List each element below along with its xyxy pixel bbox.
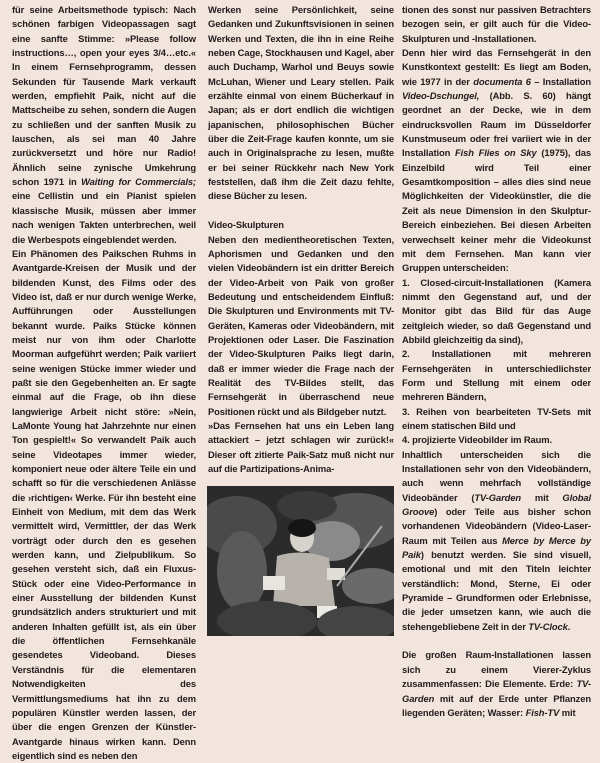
paragraph bbox=[402, 648, 591, 720]
text-column-left bbox=[12, 3, 196, 763]
italic-title: TV-Garden bbox=[474, 491, 522, 503]
paragraph: tionen des sonst nur passiven Betrachters bezogen sein, er gilt auch für die Video-Skulpturen und -Installationen. bbox=[402, 4, 591, 44]
italic-title: Video-Dschungel, bbox=[402, 90, 480, 102]
text-run: mit bbox=[521, 491, 563, 503]
paragraph bbox=[402, 448, 591, 634]
text-run: ) benutzt werden. Sie sind visuell, emotional und mit den Titeln leichter verständlich: Mond, Sterne, Ei oder Pyramide – Grundformen oder Erlebnisse, die jeder umsetzen kann, wie auch die stehengebliebene Zeit in der bbox=[402, 549, 591, 632]
text-run: Die großen Raum-Installationen lassen sich zu einem Vierer-Zyklus zusammenfassen: Die Elemente. Erde: bbox=[402, 649, 591, 690]
text-column-right bbox=[402, 3, 591, 720]
text-column-middle bbox=[208, 3, 394, 636]
italic-title: Waiting for Commercials; bbox=[81, 176, 196, 188]
text-run: (Abb. S. 60) hängt geordnet an der Decke, wie in dem eindrucksvollen Raum im Düsseldorfer Kunstmuseum oder frei variiert wie in der Installation bbox=[402, 90, 591, 159]
italic-title: TV-Clock bbox=[528, 620, 568, 632]
italic-title: Merce by Merce by Paik bbox=[402, 534, 591, 561]
italic-title: Global Groove bbox=[402, 491, 591, 518]
text-run: mit auf der Erde unter Pflanzen liegenden Geräten; Wasser: bbox=[402, 692, 591, 718]
italic-title: Fish-TV bbox=[525, 706, 560, 718]
text-run: – Installation bbox=[530, 75, 591, 87]
paragraph: Neben den medientheoretischen Texten, Aphorismen und Gedanken und den vielen Videobändern ist ein dritter Bereich der Video-Arbeit von Paik von großer Bedeutung und entscheidendem Einfluß: Die Skulpturen und Environments mit TV-Geräten, Kameras oder Videobändern, mit Projektionen oder Laser. Die Faszination der Video-Skulpturen Paiks liegt darin, daß er immer wieder die Frage nach der Realität des TV-Bildes stellt, das Fernsehgerät in überraschend neue Positionen rückt und als Bildgeber nutzt. bbox=[208, 233, 394, 417]
text-run: Inhaltlich unterscheiden sich die Installationen sehr von den Videobändern, auch wenn mehrfach vollständige Videobänder ( bbox=[402, 448, 591, 503]
italic-title: TV-Garden bbox=[402, 678, 591, 704]
text-run: für seine Arbeitsmethode typisch: Nach schönen farbigen Videopassagen sagt eine sanfte Stimme: »Please follow instructions…, open your eyes 3/4…etc.« In einem Fernsehprogramm, dessen Sekunden für Tausende Mark verkauft werden, empfiehlt Paik, nicht auf die Mattscheibe zu sehen, sondern die Augen zu schließen und der sanften Musik zu lauschen, als sei man 40 Jahre zurückversetzt und höre nur Radio! Ähnlich seine zynische Umkehrung schon 1971 in bbox=[12, 4, 196, 188]
list-item: 4. projizierte Videobilder im Raum. bbox=[402, 434, 553, 446]
paragraph: »Das Fernsehen hat uns ein Leben lang attackiert – jetzt schlagen wir zurück!« Dieser oft zitierte Paik-Satz muß nicht nur auf die Partizipations-Anima- bbox=[208, 419, 394, 474]
text-run: mit bbox=[559, 706, 576, 718]
list-item: 1. Closed-circuit-Installationen (Kamera nimmt den Gegenstand auf, und der Monitor gibt das Bild für das Auge zeitgleich wieder, so daß Gegenstand und Abbild gleichzeitig da sind), bbox=[402, 276, 591, 345]
jungle-photo-image bbox=[207, 486, 394, 636]
section-heading: Video-Skulpturen bbox=[208, 219, 284, 231]
text-run: (1975), das Einzelbild wird Teil einer Gesamtkomposition – alles dies sind neue Möglichkeiten der Videokünstler, die die Zeit als neue Dimension in den Skulptur-Bereich einbeziehen. Bei diesen Arbeiten verwechselt keiner mehr die Videokunst mit dem Fernsehen. Man kann vier Gruppen unterscheiden: bbox=[402, 147, 591, 274]
list-item: 2. Installationen mit mehreren Fernsehgeräten in unterschiedlichster Form und Stellung mit einem oder mehreren Bändern, bbox=[402, 348, 591, 403]
text-run: Denn hier wird das Fernsehgerät in den Kunstkontext gestellt: Es liegt am Boden, wie 1977 in der bbox=[402, 47, 591, 87]
paragraph: Werken seine Persönlichkeit, seine Gedanken und Zukunftsvisionen in seinen Werken und Texten, die ihn in eine Reihe neben Cage, Stockhausen und Kagel, aber auch Duchamp, Warhol und Beuys sowie McLuhan, Wiener und Leary stellen. Paik erzählte einmal von einem Bücherkauf in Japan; als er dort endlich die wichtigen japanischen, philosophischen Bücher über die Zeit-Frage kaufen konnte, um sie auch in Originalsprache zu lesen, mußte er bei seiner Rückkehr nach New York feststellen, daß ihm die Zeit dazu fehlte, diese Bücher zu lesen. bbox=[208, 4, 394, 202]
paragraph: Ein Phänomen des Paikschen Ruhms in Avantgarde-Kreisen der Musik und der bildenden Kunst, des Films oder des Video ist, daß er nur durch wenige Werke, Aufführungen oder Ausstellungen bekannt wurde. Paiks Stücke können meist nur von ihm oder Charlotte Moorman aufgeführt werden; Paik variiert seine wenigen Stücke immer wieder und paßt sie den Gegebenheiten an. Er sagte einmal auf die Frage, ob ihn diese langwierige Arbeit nicht störe: »Nein, LaMonte Young hat Jahrzehnte nur einen Ton gespielt!« So verwandelt Paik auch seine Videotapes immer wieder, komponiert neue oder ältere Teile ein und schafft so für die verschiedenen Anlässe die ›richtigen‹ Werke. Für ihn besteht eine Einheit von Medium, mit dem das Werk vermittelt wird, Vermittler, der das Werk vorträgt oder durch den es gesehen werden kann, und Zielpublikum. So gesehen versteht sich, daß ein Fluxus-Stück oder eine Video-Performance in einer Ausstellung der bildenden Kunst grundsätzlich anders strukturiert und mit anderen Inhalten gefüllt ist, als ein über die öffentlichen Fernsehkanäle gesendetes Videoband. Dieses Verständnis für die elementaren Notwendigkeiten des Vermittlungsmediums hat ihn zu dem populären Künstler werden lassen, der über die engen Grenzen der Künstler-Avantgarde hinaus wirken kann. Denn eigentlich sind es neben den bbox=[12, 247, 196, 761]
text-run: eine Cellistin und ein Pianist spielen klassische Musik, müssen aber immer nach wenigen Takten unterbrechen, weil die Werbespots eingeblendet werden. bbox=[12, 190, 196, 245]
text-run: ) oder Teile aus bisher schon vorhandenen Videobändern (Video-Laser-Raum mit Teilen aus bbox=[402, 506, 591, 546]
paragraph bbox=[402, 46, 591, 276]
photo-artist-in-video-jungle bbox=[207, 486, 394, 636]
paragraph bbox=[12, 3, 196, 247]
italic-title: documenta 6 bbox=[473, 75, 531, 87]
text-run: . bbox=[567, 620, 571, 632]
italic-title: Fish Flies on Sky bbox=[455, 147, 537, 159]
list-item: 3. Reihen von bearbeiteten TV-Sets mit einem statischen Bild und bbox=[402, 405, 591, 431]
